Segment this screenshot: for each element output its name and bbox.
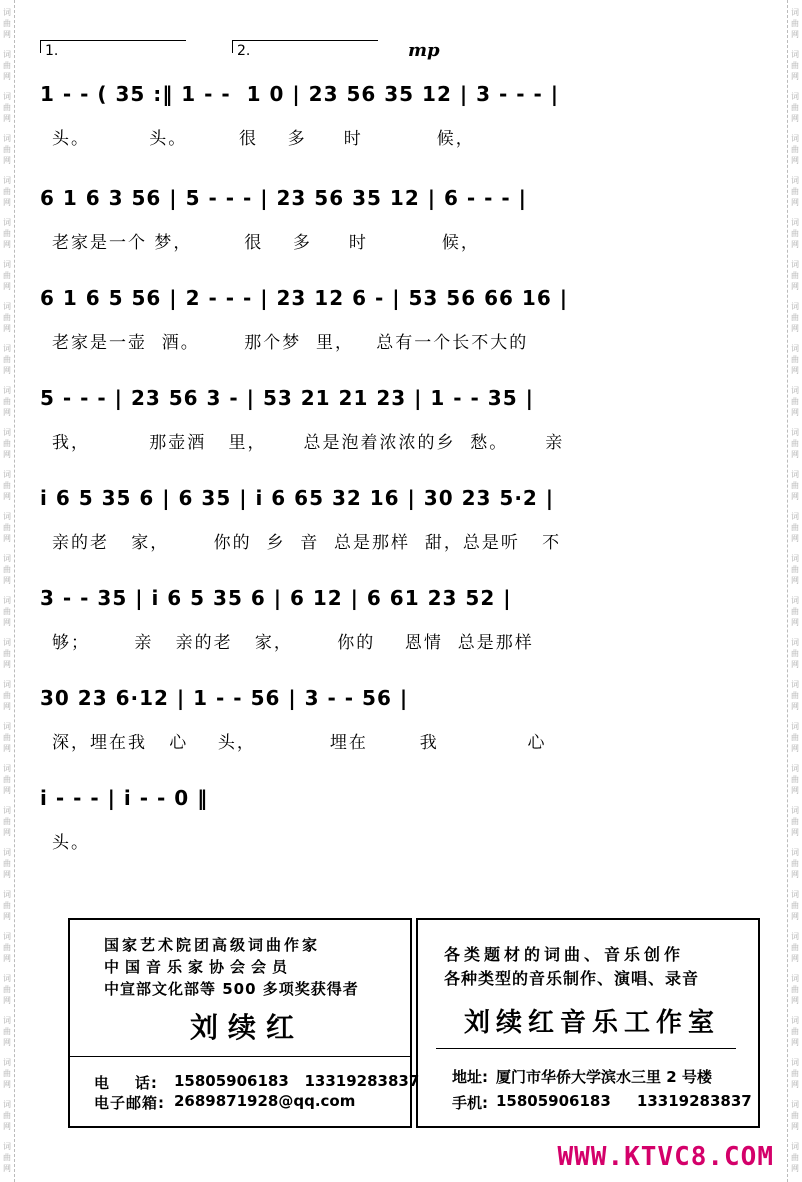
watermark-char: 曲 [791, 61, 799, 70]
watermark-char: 曲 [791, 187, 799, 196]
watermark-char: 网 [3, 744, 11, 753]
divider [70, 1056, 410, 1057]
watermark-char: 词 [791, 470, 799, 479]
watermark-char: 曲 [791, 1027, 799, 1036]
watermark-char: 网 [791, 324, 799, 333]
volta-1: 1. [40, 40, 186, 53]
watermark-char: 网 [3, 156, 11, 165]
watermark-char: 词 [791, 596, 799, 605]
watermark-char: 词 [791, 302, 799, 311]
mobile-value: 15805906183 13319283837 [496, 1092, 752, 1110]
watermark-char: 网 [3, 366, 11, 375]
watermark-char: 曲 [3, 817, 11, 826]
composer-name: 刘续红 [190, 1011, 305, 1044]
watermark-char: 曲 [3, 1153, 11, 1162]
watermark-char: 曲 [3, 1111, 11, 1120]
watermark-char: 词 [3, 596, 11, 605]
watermark-char: 词 [791, 50, 799, 59]
address-value: 厦门市华侨大学滨水三里 2 号楼 [496, 1068, 712, 1086]
watermark-char: 曲 [791, 271, 799, 280]
watermark-char: 网 [3, 240, 11, 249]
watermark-char: 网 [791, 1038, 799, 1047]
watermark-char: 词 [3, 806, 11, 815]
watermark-char: 词 [3, 554, 11, 563]
watermark-char: 曲 [3, 61, 11, 70]
watermark-char: 曲 [791, 1111, 799, 1120]
address-label: 地址: [452, 1068, 488, 1086]
watermark-char: 网 [791, 870, 799, 879]
watermark-char: 曲 [3, 859, 11, 868]
watermark-char: 曲 [791, 565, 799, 574]
watermark-char: 网 [3, 1080, 11, 1089]
watermark-char: 网 [3, 786, 11, 795]
notation-line: 6 1 6 3 56 | 5 - - - | 23 56 35 12 | 6 - - - | [40, 186, 527, 210]
watermark-char: 网 [3, 828, 11, 837]
watermark-char: 词 [3, 50, 11, 59]
watermark-char: 网 [791, 1080, 799, 1089]
notation-line: i 6 5 35 6 | 6 35 | i 6 65 32 16 | 30 23 5·2 | [40, 486, 555, 510]
watermark-char: 词 [3, 890, 11, 899]
watermark-char: 曲 [3, 901, 11, 910]
watermark-char: 曲 [791, 103, 799, 112]
lyric-line: 亲的老 家， 你的 乡 音 总是那样 甜，总是听 不 [52, 533, 562, 553]
watermark-char: 曲 [3, 145, 11, 154]
watermark-char: 词 [791, 554, 799, 563]
watermark-char: 词 [3, 8, 11, 17]
watermark-char: 曲 [791, 691, 799, 700]
lyric-line: 我， 那壶酒 里， 总是泡着浓浓的乡 愁。 亲 [52, 433, 565, 453]
watermark-char: 网 [3, 702, 11, 711]
watermark-char: 曲 [791, 1153, 799, 1162]
watermark-char: 网 [3, 870, 11, 879]
watermark-char: 词 [791, 386, 799, 395]
watermark-char: 曲 [791, 313, 799, 322]
watermark-char: 曲 [3, 19, 11, 28]
watermark-char: 词 [791, 176, 799, 185]
watermark-char: 词 [3, 134, 11, 143]
watermark-char: 词 [3, 680, 11, 689]
studio-name: 刘续红音乐工作室 [464, 1008, 721, 1038]
watermark-char: 网 [791, 366, 799, 375]
watermark-char: 曲 [791, 19, 799, 28]
watermark-char: 曲 [3, 733, 11, 742]
watermark-char: 网 [3, 324, 11, 333]
watermark-char: 词 [3, 764, 11, 773]
service-line-1: 各类题材的词曲、音乐创作 [444, 945, 685, 964]
watermark-char: 词 [791, 680, 799, 689]
watermark-char: 曲 [791, 397, 799, 406]
watermark-char: 词 [791, 932, 799, 941]
watermark-char: 网 [3, 408, 11, 417]
watermark-char: 词 [3, 386, 11, 395]
watermark-char: 曲 [791, 229, 799, 238]
watermark-char: 曲 [791, 817, 799, 826]
watermark-char: 曲 [791, 901, 799, 910]
watermark-char: 网 [3, 912, 11, 921]
watermark-char: 曲 [791, 523, 799, 532]
title-line-2: 中国音乐家协会会员 [104, 958, 294, 976]
watermark-char: 曲 [3, 481, 11, 490]
watermark-char: 曲 [3, 439, 11, 448]
watermark-char: 网 [3, 1164, 11, 1173]
watermark-char: 网 [791, 702, 799, 711]
watermark-char: 网 [3, 492, 11, 501]
watermark-char: 网 [791, 156, 799, 165]
watermark-char: 曲 [3, 355, 11, 364]
watermark-char: 曲 [791, 607, 799, 616]
notation-line: 1 - - ( 35 :‖ 1 - - 1 0 | 23 56 35 12 | 3 - - - | [40, 82, 560, 106]
watermark-char: 网 [791, 534, 799, 543]
watermark-char: 网 [3, 660, 11, 669]
watermark-char: 网 [3, 30, 11, 39]
watermark-char: 词 [791, 134, 799, 143]
dynamic-mark: mp [408, 40, 440, 61]
title-line-3: 中宣部文化部等 500 多项奖获得者 [104, 980, 359, 998]
watermark-char: 网 [3, 1122, 11, 1131]
notation-line: 3 - - 35 | i 6 5 35 6 | 6 12 | 6 61 23 52 | [40, 586, 512, 610]
watermark-char: 词 [3, 218, 11, 227]
watermark-char: 网 [791, 492, 799, 501]
watermark-char: 词 [3, 302, 11, 311]
email-value: 2689871928@qq.com [174, 1092, 356, 1110]
watermark-char: 词 [791, 512, 799, 521]
watermark-char: 曲 [3, 985, 11, 994]
watermark-char: 曲 [791, 985, 799, 994]
watermark-char: 词 [3, 428, 11, 437]
watermark-char: 网 [3, 282, 11, 291]
watermark-char: 词 [791, 764, 799, 773]
watermark-char: 词 [3, 260, 11, 269]
watermark-char: 网 [791, 450, 799, 459]
watermark-char: 曲 [3, 1027, 11, 1036]
watermark-char: 网 [791, 1122, 799, 1131]
watermark-char: 曲 [3, 523, 11, 532]
watermark-char: 词 [3, 344, 11, 353]
watermark-char: 网 [791, 744, 799, 753]
watermark-char: 网 [791, 954, 799, 963]
watermark-char: 网 [3, 534, 11, 543]
watermark-char: 曲 [3, 187, 11, 196]
watermark-char: 网 [791, 1164, 799, 1173]
volta-2: 2. [232, 40, 378, 53]
watermark-char: 词 [791, 1058, 799, 1067]
watermark-char: 词 [791, 848, 799, 857]
watermark-char: 网 [791, 240, 799, 249]
watermark-char: 网 [791, 72, 799, 81]
notation-line: i - - - | i - - 0 ‖ [40, 786, 209, 810]
watermark-char: 曲 [3, 691, 11, 700]
watermark-char: 曲 [3, 229, 11, 238]
watermark-char: 网 [791, 114, 799, 123]
watermark-char: 网 [3, 996, 11, 1005]
right-watermark-strip [787, 0, 802, 1182]
watermark-char: 词 [3, 512, 11, 521]
watermark-char: 网 [791, 828, 799, 837]
watermark-char: 词 [3, 1016, 11, 1025]
watermark-char: 词 [791, 974, 799, 983]
watermark-char: 曲 [791, 943, 799, 952]
watermark-char: 曲 [791, 733, 799, 742]
watermark-char: 词 [3, 1058, 11, 1067]
watermark-char: 词 [3, 848, 11, 857]
watermark-char: 曲 [791, 355, 799, 364]
service-line-2: 各种类型的音乐制作、演唱、录音 [444, 969, 700, 988]
watermark-char: 网 [3, 1038, 11, 1047]
watermark-char: 词 [3, 1100, 11, 1109]
notation-line: 6 1 6 5 56 | 2 - - - | 23 12 6 - | 53 56 66 16 | [40, 286, 568, 310]
watermark-char: 词 [791, 344, 799, 353]
watermark-char: 词 [3, 470, 11, 479]
watermark-char: 网 [791, 912, 799, 921]
watermark-char: 词 [791, 8, 799, 17]
watermark-char: 词 [3, 176, 11, 185]
notation-line: 30 23 6·12 | 1 - - 56 | 3 - - 56 | [40, 686, 409, 710]
watermark-char: 网 [3, 198, 11, 207]
watermark-char: 曲 [791, 481, 799, 490]
watermark-char: 网 [791, 576, 799, 585]
watermark-char: 曲 [3, 397, 11, 406]
watermark-char: 网 [791, 996, 799, 1005]
lyric-line: 深，埋在我 心 头， 埋在 我 心 [52, 733, 547, 753]
lyric-line: 够； 亲 亲的老 家， 你的 恩情 总是那样 [52, 633, 534, 653]
watermark-char: 曲 [3, 313, 11, 322]
watermark-char: 曲 [791, 775, 799, 784]
notation-line: 5 - - - | 23 56 3 - | 53 21 21 23 | 1 - - 35 | [40, 386, 534, 410]
watermark-char: 曲 [791, 439, 799, 448]
watermark-char: 词 [791, 1016, 799, 1025]
email-label: 电子邮箱: [94, 1094, 165, 1112]
phone-value: 15805906183 13319283837 [174, 1072, 420, 1090]
watermark-char: 网 [791, 198, 799, 207]
watermark-char: 词 [3, 722, 11, 731]
website-link[interactable]: WWW.KTVC8.COM [557, 1142, 774, 1172]
watermark-char: 曲 [3, 1069, 11, 1078]
watermark-char: 曲 [3, 607, 11, 616]
watermark-char: 网 [791, 282, 799, 291]
lyric-line: 头。 头。 很 多 时 候， [52, 129, 475, 149]
watermark-char: 曲 [791, 859, 799, 868]
watermark-char: 词 [791, 260, 799, 269]
watermark-char: 词 [791, 92, 799, 101]
watermark-char: 曲 [3, 271, 11, 280]
watermark-char: 曲 [3, 565, 11, 574]
watermark-char: 网 [791, 30, 799, 39]
title-line-1: 国家艺术院团高级词曲作家 [104, 936, 321, 954]
watermark-char: 曲 [791, 145, 799, 154]
watermark-char: 词 [791, 890, 799, 899]
phone-label: 电 话: [94, 1074, 158, 1092]
watermark-char: 网 [3, 576, 11, 585]
watermark-char: 网 [791, 408, 799, 417]
watermark-char: 曲 [3, 943, 11, 952]
watermark-char: 词 [791, 218, 799, 227]
mobile-label: 手机: [452, 1094, 488, 1112]
watermark-char: 网 [791, 618, 799, 627]
left-watermark-strip [0, 0, 15, 1182]
composer-info-box [68, 918, 420, 1128]
watermark-char: 词 [791, 428, 799, 437]
lyric-line: 老家是一个 梦， 很 多 时 候， [52, 233, 480, 253]
watermark-char: 词 [791, 638, 799, 647]
watermark-char: 词 [791, 806, 799, 815]
watermark-char: 曲 [3, 649, 11, 658]
watermark-char: 网 [3, 618, 11, 627]
divider [436, 1048, 736, 1049]
watermark-char: 曲 [3, 103, 11, 112]
watermark-char: 网 [3, 450, 11, 459]
watermark-char: 网 [791, 660, 799, 669]
watermark-char: 网 [791, 786, 799, 795]
watermark-char: 曲 [3, 775, 11, 784]
watermark-char: 词 [3, 638, 11, 647]
watermark-char: 词 [3, 92, 11, 101]
watermark-char: 网 [3, 954, 11, 963]
watermark-char: 词 [3, 974, 11, 983]
watermark-char: 词 [791, 1100, 799, 1109]
watermark-char: 曲 [791, 649, 799, 658]
watermark-char: 曲 [791, 1069, 799, 1078]
lyric-line: 头。 [52, 833, 90, 853]
watermark-char: 词 [3, 1142, 11, 1151]
watermark-char: 网 [3, 72, 11, 81]
studio-info-box [416, 918, 760, 1128]
watermark-char: 词 [791, 722, 799, 731]
watermark-char: 词 [791, 1142, 799, 1151]
watermark-char: 词 [3, 932, 11, 941]
lyric-line: 老家是一壶 酒。 那个梦 里， 总有一个长不大的 [52, 333, 529, 353]
watermark-char: 网 [3, 114, 11, 123]
